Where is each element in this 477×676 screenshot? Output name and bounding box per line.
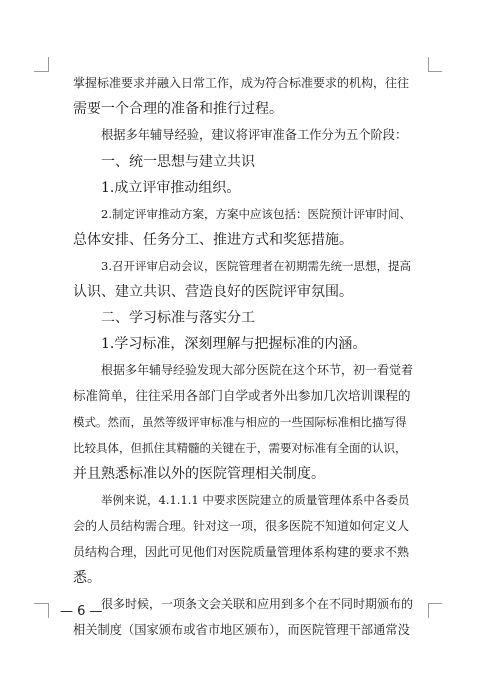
text-line: 并且熟悉标准以外的医院管理相关制度。 [73,466,325,482]
text-line: 掌握标准要求并融入日常工作，成为符合标准要求的机构，往往 [73,76,410,90]
page-number: — 6 — [60,604,103,619]
crop-mark-top-right-v [428,57,429,72]
crop-mark-bottom-left-v [48,603,49,618]
crop-mark-bottom-left-h [34,603,48,604]
text-line: 根据多年辅导经验，建议将评审准备工作分为五个阶段： [101,128,408,142]
text-line: 举例来说，4.1.1.1 中要求医院建立的质量管理体系中各委员 [101,493,410,507]
text-line: 认识、建立共识、营造良好的医院评审氛围。 [73,284,353,300]
text-line: 会的人员结构需合理。针对这一项，很多医院不知道如何定义人 [73,519,410,533]
text-line: 1.成立评审推动组织。 [101,180,241,196]
crop-mark-top-left-h [34,71,48,72]
crop-mark-bottom-right-h [428,603,442,604]
text-line: 悉。 [73,570,101,586]
text-line: 比较具体，但抓住其精髓的关键在于，需要对标准有全面的认识， [73,441,407,455]
text-line: 标准简单，往往采用各部门自学或者外出参加几次培训课程的 [73,388,411,403]
text-line: 需要一个合理的准备和推行过程。 [73,101,283,117]
text-line: 总体安排、任务分工、推进方式和奖惩措施。 [73,232,353,248]
section-heading: 一、统一思想与建立共识 [101,154,255,170]
text-line: 员结构合理，因此可见他们对医院质量管理体系构建的要求不熟 [73,545,410,559]
text-line: 3.召开评审启动会议，医院管理者在初期需先统一思想，提高 [101,259,411,273]
text-line: 很多时候，一项条文会关联和应用到多个在不同时期颁布的 [101,597,414,611]
text-line: 2.制定评审推动方案，方案中应该包括：医院预计评审时间、 [101,207,411,221]
crop-mark-top-right-h [428,71,442,72]
text-line: 模式。然而，虽然等级评审标准与相应的一些国际标准相比描写得 [73,415,407,429]
crop-mark-bottom-right-v [428,603,429,618]
text-line: 相关制度（国家颁布或省市地区颁布），而医院管理干部通常没 [73,623,410,637]
text-line: 1.学习标准，深刻理解与把握标准的内涵。 [101,336,367,352]
section-heading: 二、学习标准与落实分工 [101,310,255,326]
text-line: 根据多年辅导经验发现大部分医院在这个环节，初一看觉着 [101,363,414,377]
crop-mark-top-left-v [48,57,49,72]
